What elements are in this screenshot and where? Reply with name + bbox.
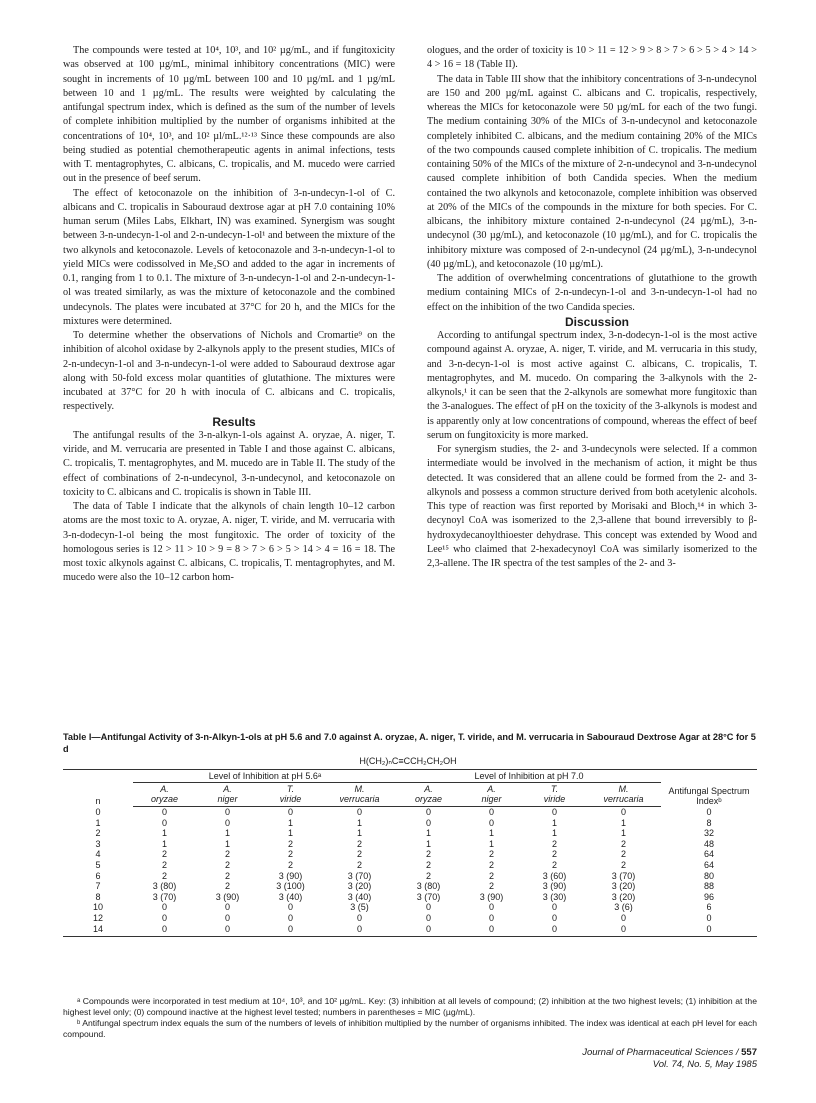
table-cell: 3 (30) [542, 891, 567, 902]
organism-header: T. viride [259, 783, 322, 807]
table-cell: 3 (60) [542, 870, 567, 881]
table-cell: 3 (6) [614, 902, 633, 913]
table-cell: 2 [161, 859, 167, 870]
paragraph: According to antifungal spectrum index, 3-n-dodecyn-1-ol is the most active compound against A. oryzae, A. niger, T. viride, and M. verrucaria in this study, and 3-n-decyn-1-ol is most active against C. albicans, C. tropicalis, T. mentagrophytes, and M. mucedo. On comparing the 3-alkynols with the 2-alkynols,¹ it can be seen that the 2-alkynols are somewhat more fungitoxic than the 3-analogues. The effect of pH on the toxicity of the 3-alkynols is modest and is apparently only at low concentrations of compound, whereas the effect of beef serum on fungitoxicity is more marked. [427, 330, 757, 441]
table-cell: 0 [322, 924, 397, 937]
table-cell: 1 [620, 828, 626, 839]
table-cell: 4 [95, 849, 101, 860]
table-cell: 2 [356, 859, 362, 870]
footnote-b: ᵇ Antifungal spectrum index equals the sum of the numbers of levels of inhibition multiplied by the number of organisms inhibited. The index was identical at each pH level for each compound. [63, 1018, 757, 1039]
table-cell: 2 [356, 849, 362, 860]
table-cell: 0 [620, 912, 626, 923]
table-cell: 0 [161, 902, 167, 913]
table-cell: 3 [95, 838, 101, 849]
table-caption: Table I—Antifungal Activity of 3-n-Alkyn-1-ols at pH 5.6 and 7.0 against A. oryzae, A. niger, T. viride, and M. verrucaria in Sabouraud Dextrose Agar at 28°C for 5 d [63, 732, 756, 754]
organism-header: A. oryzae [133, 783, 196, 807]
table-cell: 3 (20) [611, 891, 636, 902]
table-cell: 0 [161, 912, 167, 923]
paragraph: The data in Table III show that the inhibitory concentrations of 3-n-undecynol are 150 and 200 µg/mL against C. albicans and C. tropicalis, respectively, whereas the MICs for ketoconazole were 50 µg/mL for each of the two fungi. The medium containing 30% of the MICs of 3-n-undecynol and ketoconazole completely inhibited C. albicans, and the medium containing 20% of the MICs of the two compounds caused complete inhibition of C. tropicalis. The medium containing 50% of the MICs of the mixture of 2-n-undecynol and 3-n-undecynol caused complete inhibition of both Candida species. When the medium contained the two alkynols and ketoconazole, complete inhibition was observed at 20% of the MICs of the compounds in the mixture for both species. For C. albicans, the inhibitory mixture contained 2-n-undecynol (24 µg/mL), 3-n-undecynol (30 µg/mL), and ketoconazole (10 µg/mL), and for C. tropicalis the inhibitory mixture was composed of 2-n-undecynol (24 µg/mL), 3-n-undecynol (40 µg/mL), and ketoconazole (10 µg/mL). [427, 73, 757, 270]
table-cell: 2 [551, 849, 557, 860]
table-cell: 8 [706, 817, 712, 828]
table-footnotes [63, 996, 757, 1040]
table-cell: 3 (70) [347, 870, 372, 881]
table-cell: 3 (100) [276, 881, 305, 892]
table-cell: 2 [620, 849, 626, 860]
n-column-header: n [63, 770, 133, 807]
organism-header-row [63, 783, 757, 807]
discussion-heading: Discussion [564, 314, 630, 329]
table-cell: 3 (20) [611, 881, 636, 892]
table-cell: 12 [92, 912, 103, 923]
table-cell: 0 [523, 924, 586, 937]
volume-info: Vol. 74, No. 5, May 1985 [652, 1058, 757, 1070]
table-cell: 0 [196, 924, 259, 937]
table-cell: 2 [161, 849, 167, 860]
table-cell: 2 [95, 828, 101, 839]
table-cell: 2 [551, 838, 557, 849]
ph56-group-header: Level of Inhibition at pH 5.6ᵃ [133, 770, 397, 783]
table-cell: 0 [133, 924, 196, 937]
organism-header: A. niger [196, 783, 259, 807]
table-cell: 0 [224, 912, 230, 923]
table-cell: 0 [161, 807, 167, 817]
table-cell: 0 [224, 817, 230, 828]
right-column [427, 44, 757, 571]
table-cell: 2 [488, 849, 494, 860]
table-cell: 88 [703, 881, 714, 892]
paragraph: The compounds were tested at 10⁴, 10³, and 10² µg/mL, and if fungitoxicity was observed at 100 µg/mL, minimal inhibitory concentrations (MIC) were sought in increments of 10 µg/mL between 100 and 10 µg/mL and 1 µg/mL between 10 and 1 µg/mL. The results were weighted by calculating the antifungal spectrum index, which is defined as the sum of the number of levels of complete inhibition multiplied by the number of organisms inhibited at the concentrations of 10⁴, 10³, and 10² µl/mL.¹²·¹³ Since these compounds are also being studied as potential chemotherapeutic agents in animal infections, tests with T. mentagrophytes, C. albicans, C. tropicalis, and M. mucedo were carried out in the presence of beef serum. [63, 45, 395, 185]
spectrum-index-header: Antifungal Spectrum Indexᵇ [661, 770, 757, 807]
table-cell: 0 [356, 807, 362, 817]
paragraph: For synergism studies, the 2- and 3-undecynols were selected. If a common intermediate would be involved in the mechanism of action, it might be thus detected. It was considered that an allene could be formed from the 2- and 3-alkynols and possess a common structure derived from both acetylenic alcohols. This type of reaction was first reported by Morisaki and Bloch,¹⁴ in which 3-decynoyl CoA was isomerized to the 2,3-allene that bound irreversibly to β-hydroxydecanoylthioester dehydrase. This concept was extended by Wood and Lee¹⁵ who claimed that 2-hexadecynoyl CoA was similarly isomerized to the 2,3-allene. The IR spectra of the test samples of the 2- and 3- [427, 444, 757, 569]
table-cell: 1 [488, 828, 494, 839]
table-cell: 1 [224, 828, 230, 839]
table-cell: 2 [425, 870, 431, 881]
table-cell: 3 (20) [347, 881, 372, 892]
table-row [63, 828, 757, 839]
table-cell: 0 [259, 924, 322, 937]
table-cell: 3 (90) [542, 881, 567, 892]
table-cell: 1 [425, 828, 431, 839]
table-cell: 0 [488, 807, 494, 817]
table-cell: 0 [356, 912, 362, 923]
table-cell: 0 [620, 807, 626, 817]
table-row [63, 924, 757, 937]
table-cell: 3 (40) [278, 891, 303, 902]
table-row [63, 902, 757, 913]
table-cell: 0 [551, 902, 557, 913]
table-cell: 1 [488, 838, 494, 849]
table-cell: 0 [661, 924, 757, 937]
table-body [63, 807, 757, 937]
table-cell: 0 [425, 807, 431, 817]
table-cell: 2 [287, 849, 293, 860]
table-cell: 6 [706, 902, 712, 913]
table-row [63, 892, 757, 903]
table-cell: 1 [161, 838, 167, 849]
organism-header: A. niger [460, 783, 523, 807]
organism-header: A. oryzae [397, 783, 460, 807]
paragraph: ologues, and the order of toxicity is 10 > 11 = 12 > 9 > 8 > 7 > 6 > 5 > 4 > 14 > 4 > 16 = 18 (Table II). [427, 45, 757, 71]
table-cell: 64 [703, 849, 714, 860]
table-cell: 1 [551, 817, 557, 828]
table-cell: 2 [224, 870, 230, 881]
table-cell: 0 [488, 912, 494, 923]
table-row [63, 818, 757, 829]
table-cell: 0 [488, 902, 494, 913]
table-cell: 5 [95, 859, 101, 870]
table-cell: 3 (5) [350, 902, 369, 913]
table-cell: 1 [356, 828, 362, 839]
paragraph: The data of Table I indicate that the alkynols of chain length 10–12 carbon atoms are the most toxic to A. oryzae, A. niger, T. viride, and M. verrucaria with 3-n-dodecyn-1-ol being the most fungitoxic. The order of toxicity of the homologous series is 12 > 11 > 10 > 9 = 8 > 7 > 6 > 5 > 14 > 4 = 16 = 18. The most toxic alkynols against C. albicans, C. tropicalis, T. mentagrophytes, and M. mucedo were also the 10–12 carbon hom- [63, 501, 395, 584]
table-cell: 6 [95, 870, 101, 881]
left-column [63, 44, 395, 586]
table-cell: 3 (90) [215, 891, 240, 902]
journal-name: Journal of Pharmaceutical Sciences / [582, 1047, 742, 1058]
table-cell: 3 (80) [152, 881, 177, 892]
table-cell: 8 [95, 891, 101, 902]
table-cell: 2 [224, 881, 230, 892]
table-cell: 7 [95, 881, 101, 892]
table-cell: 0 [706, 806, 712, 817]
organism-header: M. verrucaria [322, 783, 397, 807]
table-cell: 1 [224, 838, 230, 849]
structural-formula: H(CH₂)ₙC≡CCH₂CH₂OH [359, 756, 457, 766]
table-cell: 1 [287, 817, 293, 828]
table-cell: 0 [488, 817, 494, 828]
table-cell: 1 [161, 828, 167, 839]
table-row [63, 849, 757, 860]
table-1 [63, 769, 757, 937]
table-cell: 3 (90) [278, 870, 303, 881]
table-cell: 80 [703, 870, 714, 881]
table-cell: 2 [287, 859, 293, 870]
organism-header: M. verrucaria [586, 783, 661, 807]
table-cell: 3 (40) [347, 891, 372, 902]
table-cell: 2 [356, 838, 362, 849]
table-cell: 2 [488, 859, 494, 870]
table-cell: 1 [95, 817, 101, 828]
table-row [63, 860, 757, 871]
table-row [63, 913, 757, 924]
table-cell: 2 [620, 838, 626, 849]
ph70-group-header: Level of Inhibition at pH 7.0 [397, 770, 661, 783]
table-cell: 1 [425, 838, 431, 849]
table-cell: 96 [703, 891, 714, 902]
table-cell: 0 [161, 817, 167, 828]
table-cell: 1 [287, 828, 293, 839]
inhibition-table [63, 769, 757, 937]
table-cell: 2 [224, 849, 230, 860]
table-row [63, 871, 757, 882]
table-cell: 2 [287, 838, 293, 849]
table-cell: 0 [425, 902, 431, 913]
table-cell: 0 [287, 912, 293, 923]
table-row [63, 807, 757, 818]
table-row [63, 839, 757, 850]
table-cell: 2 [425, 849, 431, 860]
results-heading: Results [212, 414, 256, 429]
paragraph: The addition of overwhelming concentrations of glutathione to the growth medium containing MICs of 2-n-undecyn-1-ol and 3-n-undecyn-1-ol had no effect on the inhibition of the two Candida species. [427, 273, 757, 313]
table-cell: 14 [63, 924, 133, 937]
table-row [63, 881, 757, 892]
table-cell: 0 [287, 902, 293, 913]
table-cell: 0 [425, 817, 431, 828]
table-cell: 2 [488, 881, 494, 892]
table-cell: 2 [620, 859, 626, 870]
table-cell: 1 [620, 817, 626, 828]
table-cell: 0 [551, 912, 557, 923]
footnote-a: ᵃ Compounds were incorporated in test medium at 10⁴, 10³, and 10² µg/mL. Key: (3) inhibition at all levels of compound; (2) inhibition at the two highest levels; (1) inhibition at the highest level only; (0) compound inactive at the highest level tested; numbers in parentheses = MIC (µg/mL). [63, 996, 757, 1017]
paragraph: To determine whether the observations of Nichols and Cromartie⁹ on the inhibition of alcohol oxidase by 2-alkynols apply to the present studies, MICs of 2-n-undecyn-1-ol and 3-n-undecyn-1-ol were added to Sabouraud dextrose agar along with 50-fold excess molar quantities of glutathione. The mixtures were incubated at 37°C for 20 h with inocula of C. albicans and C. tropicalis, respectively. [63, 330, 395, 413]
table-cell: 0 [287, 807, 293, 817]
table-cell: 0 [425, 912, 431, 923]
table-cell: 2 [425, 859, 431, 870]
table-cell: 0 [706, 912, 712, 923]
table-cell: 2 [488, 870, 494, 881]
table-cell: 32 [703, 828, 714, 839]
table-cell: 0 [397, 924, 460, 937]
paragraph: The effect of ketoconazole on the inhibition of 3-n-undecyn-1-ol of C. albicans and C. tropicalis in Sabouraud dextrose agar at pH 7.0 containing 10% human serum (Miles Labs, Elkhart, IN) was examined. Synergism was sought between 3-n-undecyn-1-ol and 2-n-undecyn-1-ol¹ and between the mixture of the two alkynols and ketoconazole. Levels of ketoconazole and 3-n-undecyn-1-ol to yield MICs were codissolved in Me₂SO and added to the agar in increments of 0.1, ranging from 1 to 0.1. The mixture of 3-n-undecyn-1-ol and 2-n-undecyn-1-ol was treated similarly, as was the mixture of ketoconazole and the combined undecynols. The plates were incubated at 37°C for 20 h, and the MICs for the mixtures were determined. [63, 187, 395, 327]
table-cell: 1 [551, 828, 557, 839]
table-cell: 48 [703, 838, 714, 849]
table-cell: 2 [224, 859, 230, 870]
table-cell: 3 (70) [152, 891, 177, 902]
paragraph: The antifungal results of the 3-n-alkyn-1-ols against A. oryzae, A. niger, T. viride, and M. verrucaria are presented in Table I and those against C. albicans, C. tropicalis, T. mentagrophytes, and M. mucedo are in Table II. The study of the effect of combinations of 2-n-undecynol, 3-n-undecynol, and ketoconazole on toxicity to C. albicans and C. tropicalis is shown in Table III. [63, 429, 395, 498]
table-cell: 3 (90) [479, 891, 504, 902]
table-cell: 10 [92, 902, 103, 913]
table-cell: 3 (80) [416, 881, 441, 892]
table-cell: 0 [95, 806, 101, 817]
journal-footer [582, 1047, 757, 1070]
page-number: 557 [741, 1047, 757, 1058]
table-cell: 3 (70) [416, 891, 441, 902]
table-cell: 2 [161, 870, 167, 881]
table-cell: 0 [224, 807, 230, 817]
organism-header: T. viride [523, 783, 586, 807]
table-cell: 1 [356, 817, 362, 828]
table-cell: 0 [224, 902, 230, 913]
table-cell: 0 [586, 924, 661, 937]
table-cell: 0 [551, 807, 557, 817]
table-cell: 64 [703, 859, 714, 870]
table-cell: 3 (70) [611, 870, 636, 881]
table-cell: 2 [551, 859, 557, 870]
table-cell: 0 [460, 924, 523, 937]
